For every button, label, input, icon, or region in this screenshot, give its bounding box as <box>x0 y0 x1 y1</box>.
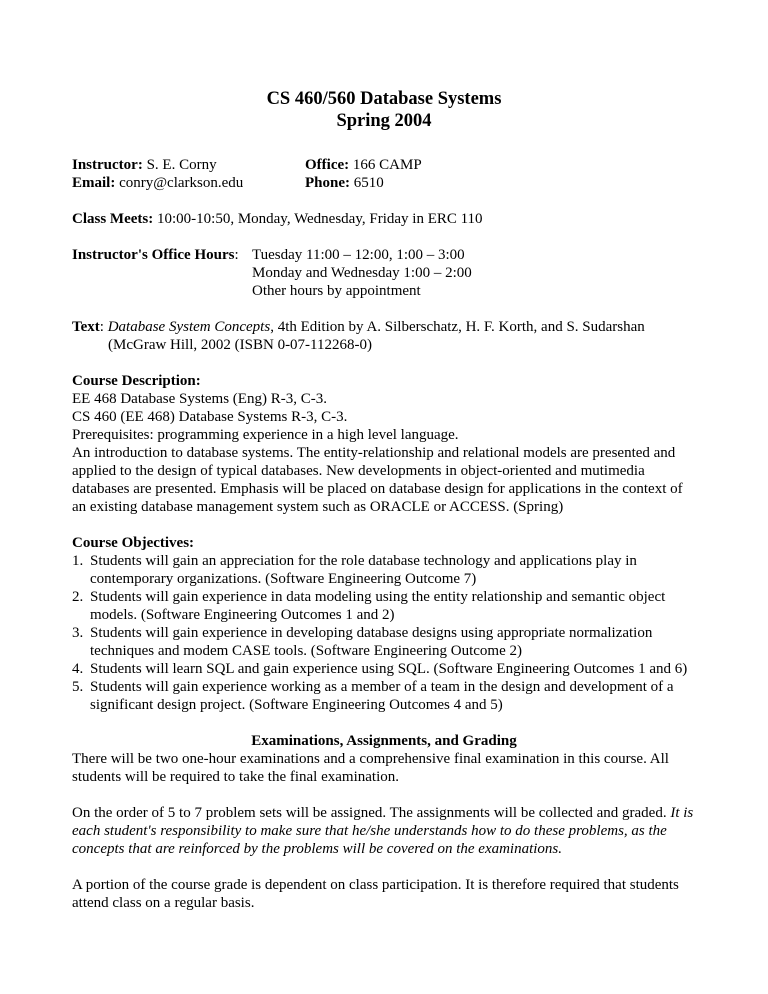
course-description <box>72 372 696 516</box>
problem-sets-text: On the order of 5 to 7 problem sets will be assigned. The assignments will be collected and graded. <box>72 805 671 821</box>
objective-item <box>72 552 696 588</box>
course-objectives <box>72 534 696 714</box>
objective-number: 5. <box>72 679 84 695</box>
objective-text: Students will gain experience in developing database designs using appropriate normalization techniques and modem CASE tools. (Software Engineering Outcome 2) <box>90 625 653 659</box>
office-hours-list <box>252 246 472 300</box>
grading-paragraph-problem-sets <box>72 804 696 858</box>
office-value: 166 CAMP <box>352 157 422 173</box>
office-label: Office: <box>305 157 350 173</box>
office-hours-colon: : <box>234 247 239 263</box>
email-label: Email: <box>72 175 116 191</box>
objective-number: 3. <box>72 625 84 641</box>
objective-item <box>72 588 696 624</box>
textbook <box>72 318 696 354</box>
contact-info <box>72 156 696 192</box>
contact-right <box>305 156 422 192</box>
objective-text: Students will gain an appreciation for the role database technology and applications play in contemporary organizations. (Software Engineering Outcome 7) <box>90 553 637 587</box>
objective-text: Students will learn SQL and gain experience using SQL. (Software Engineering Outcomes 1 and 6) <box>90 661 688 677</box>
office-hours <box>72 246 696 300</box>
description-line: Prerequisites: programming experience in a high level language. <box>72 427 459 443</box>
objective-item <box>72 624 696 660</box>
grading-heading: Examinations, Assignments, and Grading <box>251 733 517 749</box>
course-title: CS 460/560 Database Systems <box>266 89 502 109</box>
objective-number: 4. <box>72 661 84 677</box>
objective-number: 2. <box>72 589 84 605</box>
term-title: Spring 2004 <box>336 111 432 131</box>
objective-number: 1. <box>72 553 84 569</box>
class-meets-label: Class Meets: <box>72 211 154 227</box>
page-title <box>72 88 696 132</box>
class-meets <box>72 210 696 228</box>
contact-left <box>72 156 305 192</box>
description-line: EE 468 Database Systems (Eng) R-3, C-3. <box>72 391 327 407</box>
text-publisher: (McGraw Hill, 2002 (ISBN 0-07-112268-0) <box>108 337 372 353</box>
description-paragraph: An introduction to database systems. The entity-relationship and relational models are presented and applied to the design of typical databases. New developments in object-oriented and mutimedia databases are presented. Emphasis will be placed on database design for applications in the context of an existing database management system such as ORACLE or ACCESS. (Spring) <box>72 445 683 515</box>
text-colon: : <box>99 319 108 335</box>
objective-item <box>72 678 696 714</box>
office-hours-line: Other hours by appointment <box>252 283 421 299</box>
objectives-heading: Course Objectives: <box>72 535 195 551</box>
grading-section <box>72 732 696 786</box>
class-meets-value: 10:00-10:50, Monday, Wednesday, Friday in ERC 110 <box>156 211 483 227</box>
email-value: conry@clarkson.edu <box>119 175 244 191</box>
problem-sets-emphasis: It is each student's responsibility to make sure that he/she understands how to do these problems, as the concepts that are reinforced by the problems will be covered on the examinations. <box>72 805 694 857</box>
text-title: Database System Concepts <box>107 319 271 335</box>
office-hours-label: Instructor's Office Hours <box>72 247 235 263</box>
description-line: CS 460 (EE 468) Database Systems R-3, C-3. <box>72 409 348 425</box>
objective-text: Students will gain experience working as a member of a team in the design and development of a significant design project. (Software Engineering Outcomes 4 and 5) <box>90 679 674 713</box>
objective-text: Students will gain experience in data modeling using the entity relationship and semantic object models. (Software Engineering Outcomes 1 and 2) <box>90 589 666 623</box>
phone-value: 6510 <box>353 175 384 191</box>
objective-item <box>72 660 696 678</box>
office-hours-line: Monday and Wednesday 1:00 – 2:00 <box>252 265 472 281</box>
instructor-name: S. E. Corny <box>146 157 217 173</box>
text-label: Text <box>72 319 100 335</box>
text-details: , 4th Edition by A. Silberschatz, H. F. Korth, and S. Sudarshan <box>270 319 645 335</box>
phone-label: Phone: <box>305 175 350 191</box>
description-heading: Course Description: <box>72 373 201 389</box>
grading-paragraph-exams: There will be two one-hour examinations and a comprehensive final examination in this course. All students will be required to take the final examination. <box>72 751 669 785</box>
grading-paragraph-participation: A portion of the course grade is dependent on class participation. It is therefore required that students attend class on a regular basis. <box>72 877 679 911</box>
objectives-list <box>72 552 696 714</box>
office-hours-line: Tuesday 11:00 – 12:00, 1:00 – 3:00 <box>252 247 465 263</box>
instructor-label: Instructor: <box>72 157 143 173</box>
